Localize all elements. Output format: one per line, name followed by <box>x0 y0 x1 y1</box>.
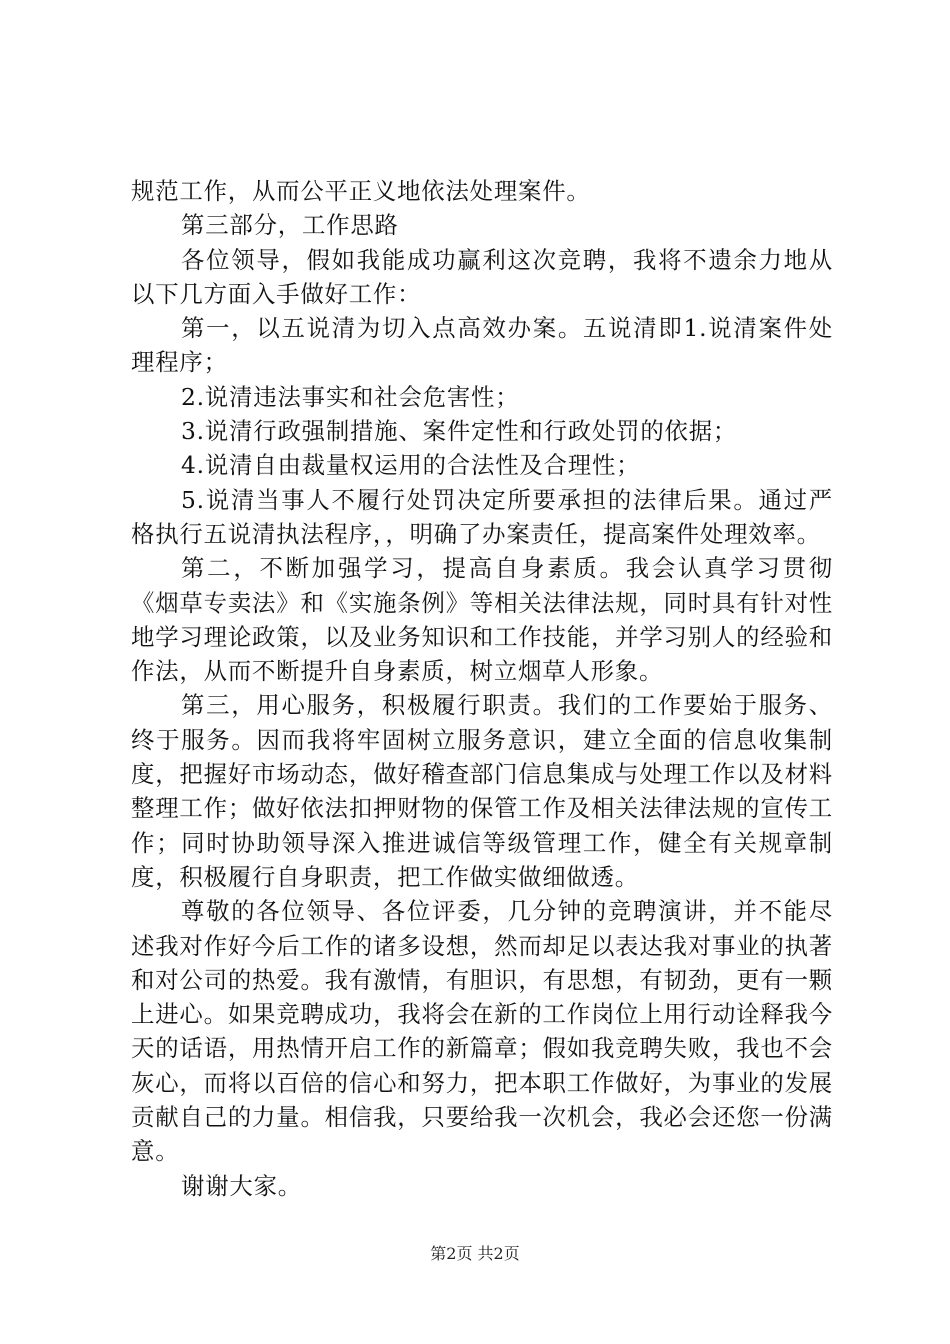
closing-line: 谢谢大家。 <box>181 1171 302 1200</box>
paragraph: 尊敬的各位领导、各位评委，几分钟的竞聘演讲，并不能尽述我对作好今后工作的诸多设想，然而却足以表达我对事业的执著和对公司的热爱。我有激情，有胆识，有思想，有韧劲，更有一颗上进心。如果竞聘成功，我将会在新的工作岗位上用行动诠释我今天的话语，用热情开启工作的新篇章；假如我竞聘失败，我也不会灰心，而将以百倍的信心和努力，把本职工作做好，为事业的发展贡献自己的力量。相信我，只要给我一次机会，我必会还您一份满意。 <box>131 897 833 1166</box>
paragraph: 规范工作，从而公平正义地依法处理案件。 <box>131 177 591 205</box>
document-body <box>131 174 833 1203</box>
list-item: 5.说清当事人不履行处罚决定所要承担的法律后果。通过严格执行五说清执法程序，，明确了办案责任，提高案件处理效率。 <box>131 485 833 548</box>
section-heading: 第三部分，工作思路 <box>181 211 399 240</box>
page-number-footer: 第2页 共2页 <box>430 1244 520 1263</box>
paragraph: 第一，以五说清为切入点高效办案。五说清即1.说清案件处理程序； <box>131 314 833 377</box>
list-item: 3.说清行政强制措施、案件定性和行政处罚的依据； <box>181 417 738 446</box>
paragraph: 第三，用心服务，积极履行职责。我们的工作要始于服务、终于服务。因而我将牢固树立服务意识，建立全面的信息收集制度，把握好市场动态，做好稽查部门信息集成与处理工作以及材料整理工作；做好依法扣押财物的保管工作及相关法律法规的宣传工作；同时协助领导深入推进诚信等级管理工作，健全有关规章制度，积极履行自身职责，把工作做实做细做透。 <box>131 691 833 891</box>
paragraph: 第二，不断加强学习，提高自身素质。我会认真学习贯彻《烟草专卖法》和《实施条例》等相关法律法规，同时具有针对性地学习理论政策，以及业务知识和工作技能，并学习别人的经验和作法，从而不断提升自身素质，树立烟草人形象。 <box>131 554 833 686</box>
list-item: 2.说清违法事实和社会危害性； <box>181 382 520 411</box>
list-item: 4.说清自由裁量权运用的合法性及合理性； <box>181 451 641 480</box>
paragraph: 各位领导，假如我能成功赢利这次竞聘，我将不遗余力地从以下几方面入手做好工作： <box>131 245 833 308</box>
